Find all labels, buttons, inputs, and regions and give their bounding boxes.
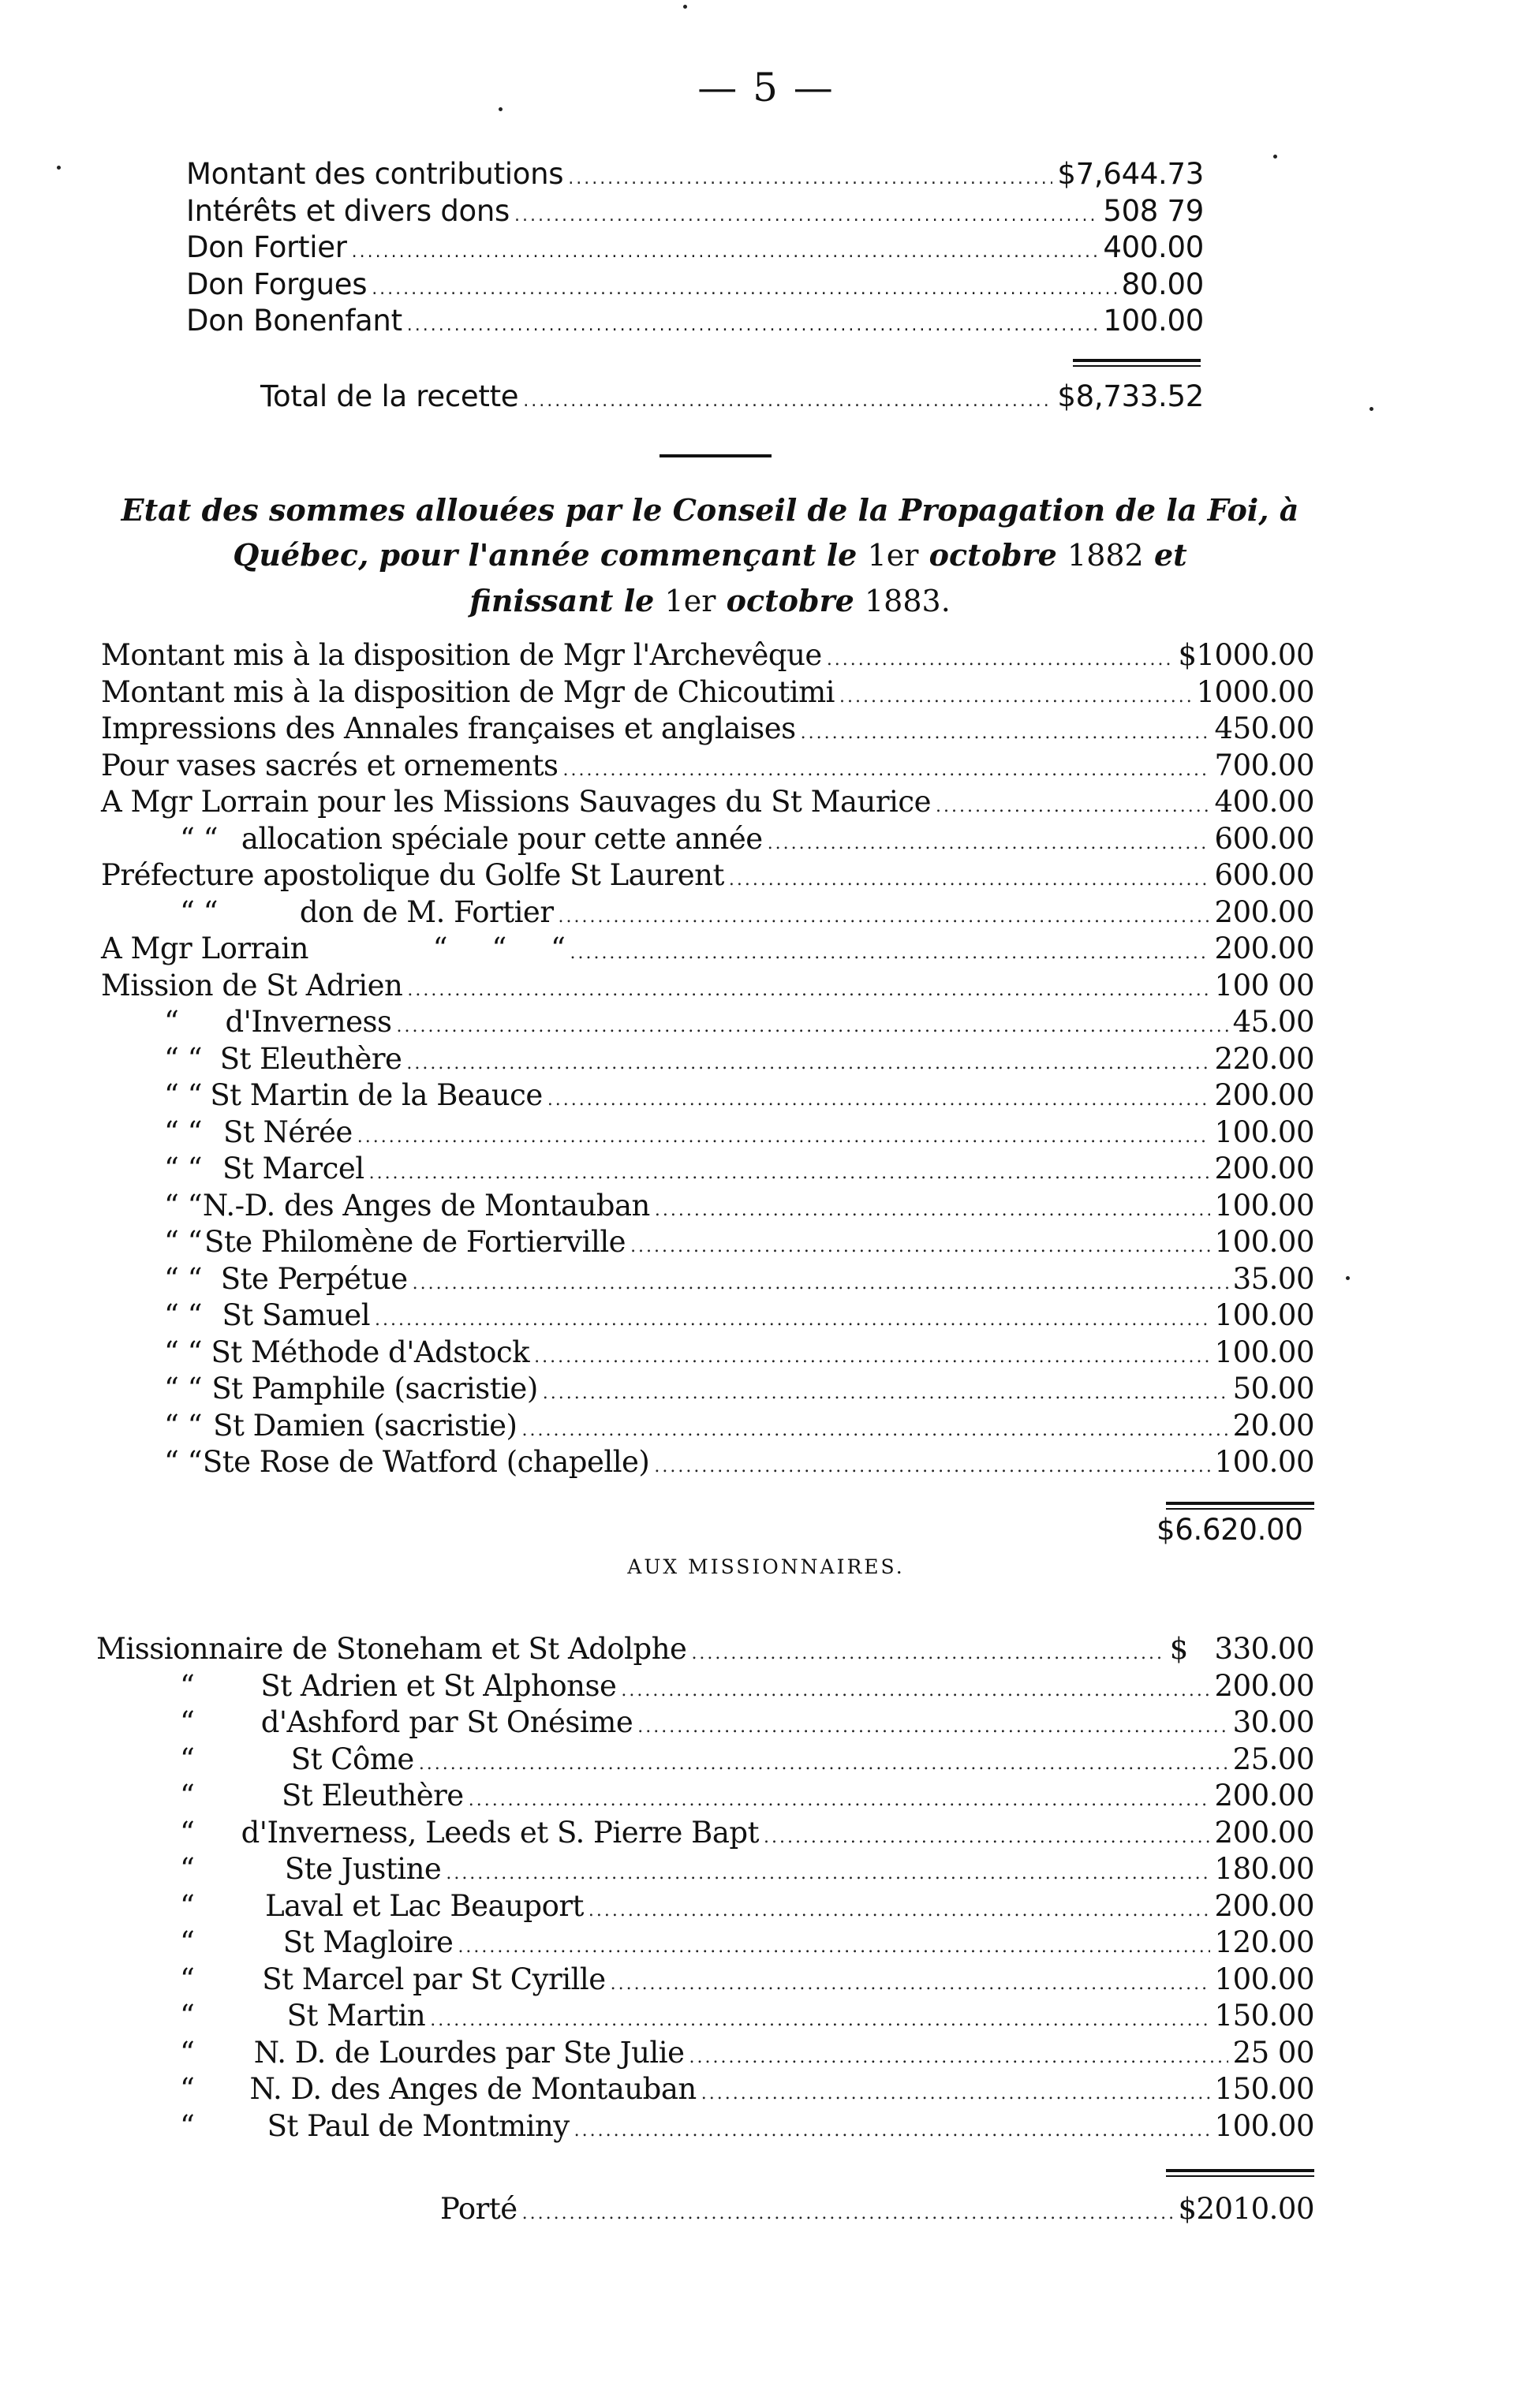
entry-amount: 1000.00 [1196,674,1314,709]
leader-dots [413,1266,1228,1303]
leader-dots [589,1893,1210,1930]
leader-dots [397,1009,1228,1046]
leader-dots [827,642,1174,679]
entry-amount: 200.00 [1214,1779,1314,1813]
entry-amount: 200.00 [1214,1668,1314,1703]
leader-dots [534,1339,1209,1376]
receipt-amount: 400.00 [1103,230,1204,264]
heading-fragment: Québec, pour l'année commençant le [233,537,868,573]
missionary-row [96,1631,1314,1668]
entry-label: Ste Justine [284,1852,442,1886]
entry-label: Préfecture apostolique du Golfe St Laurent [101,858,724,892]
entry-amount: 100.00 [1214,1962,1314,1996]
heading-fragment: 1er [867,538,919,573]
leader-dots [514,198,1098,235]
ditto-mark: “ [180,1852,195,1886]
ditto-mark: “ “ [164,1152,203,1185]
entry-label: St Magloire [282,1925,454,1959]
heading-line-2 [95,532,1325,578]
leader-dots [637,1709,1227,1746]
ditto-mark: “ [180,2108,195,2143]
entry-amount: 220.00 [1214,1041,1314,1076]
allocations-subtotal: $6.620.00 [1156,1513,1303,1547]
carried-row [440,2191,1314,2228]
entry-label: St Marcel [222,1152,364,1185]
entry-amount: 100.00 [1214,1225,1314,1259]
entry-amount: 200.00 [1214,931,1314,965]
sum-rule [1166,2175,1314,2177]
entry-label: Laval et Lac Beauport [265,1888,584,1923]
entry-label: St Méthode d'Adstock [211,1335,530,1369]
entry-amount: 200.00 [1214,1815,1314,1850]
allocation-row [101,637,1314,674]
entry-amount: 100.00 [1214,1298,1314,1332]
missionaries-heading: AUX MISSIONNAIRES. [627,1555,905,1578]
entry-amount: 200.00 [1214,894,1314,929]
entry-label: Montant mis à la disposition de Mgr l'Archevêque [101,638,822,672]
missionary-row [96,1815,1314,1852]
entry-amount: 20.00 [1232,1408,1314,1443]
entry-label: N. D. des Anges de Montauban [249,2072,697,2106]
entry-label: d'Inverness [225,1005,392,1039]
ditto-mark: “ “ [164,1408,203,1443]
entry-amount: 120.00 [1214,1925,1314,1959]
missionary-row [96,1888,1314,1925]
heading-fragment: octobre [918,537,1068,573]
receipt-row [186,156,1204,193]
allocation-row [101,1004,1314,1041]
ditto-mark: “ [180,1962,195,1996]
allocation-row [101,931,1314,968]
leader-dots [543,1376,1228,1413]
ditto-mark: “ [164,1005,179,1039]
leader-dots [523,383,1052,420]
receipt-label: Don Fortier [186,230,347,264]
ditto-mark: “ [180,1668,195,1703]
entry-label: St Pamphile (sacristie) [211,1372,538,1406]
entry-label: don de M. Fortier [299,894,554,929]
ditto-mark: “ [180,2072,195,2106]
receipt-row [186,267,1204,304]
ditto-mark: “ “ [164,1114,203,1149]
entry-amount: 200.00 [1214,1152,1314,1185]
entry-label: allocation spéciale pour cette année [241,821,763,856]
entry-amount: 25.00 [1232,1742,1314,1776]
allocation-row [101,821,1314,858]
allocation-row [101,1041,1314,1078]
entry-label: St Damien (sacristie) [213,1408,518,1443]
ditto-mark: “ [180,1925,195,1959]
ditto-mark: “ [180,1742,195,1776]
leader-dots [407,973,1209,1010]
entry-amount: 150.00 [1214,1999,1314,2033]
entry-label: St Eleuthère [219,1041,402,1076]
entry-amount: 50.00 [1232,1372,1314,1406]
entry-label: Missionnaire de Stoneham et St Adolphe [96,1632,687,1666]
allocations-list [101,637,1314,1481]
total-label: Total de la recette [260,379,519,413]
ditto-mark: “ “ [164,1041,203,1076]
sum-rule [1166,1502,1314,1505]
entry-amount: 25 00 [1232,2035,1314,2070]
leader-dots [801,715,1210,752]
sum-rule [1073,365,1201,367]
ditto-mark: “ “ [164,1078,203,1112]
allocation-row [101,1151,1314,1188]
allocation-row [101,1335,1314,1372]
print-speck [499,107,503,111]
entry-label: N. D. de Lourdes par Ste Julie [253,2035,685,2070]
receipts-total [260,379,1204,416]
leader-dots [372,271,1116,308]
entry-amount: 30.00 [1232,1705,1314,1739]
carried-label: Porté [440,2192,518,2226]
receipt-label: Don Forgues [186,267,368,301]
leader-dots [839,679,1191,716]
leader-dots [574,2113,1210,2150]
leader-dots [559,899,1210,936]
entry-label: St Paul de Montminy [267,2108,570,2143]
allocation-heading [95,487,1325,624]
entry-label: Ste Perpétue [220,1261,408,1296]
heading-line-1: Etat des sommes allouées par le Conseil de la Propagation de la Foi, à [121,492,1299,528]
entry-label: St Samuel [222,1298,371,1332]
leader-dots [570,935,1209,973]
leader-dots [768,826,1210,863]
missionary-row [96,1742,1314,1779]
heading-fragment: finissant le [469,583,665,618]
missionary-row [96,1962,1314,1999]
entry-amount: 35.00 [1232,1261,1314,1296]
missionary-row [96,1851,1314,1888]
ditto-mark: “ “ [164,1372,203,1406]
leader-dots [936,789,1210,826]
leader-dots [407,308,1099,345]
entry-label: d'Inverness, Leeds et S. Pierre Bapt [241,1815,759,1850]
entry-amount: 100.00 [1214,1188,1314,1223]
leader-dots [419,1746,1228,1783]
entry-label: St Marcel par St Cyrille [262,1962,606,1996]
entry-label: St Adrien et St Alphonse [260,1668,617,1703]
entry-amount: $1000.00 [1178,638,1314,672]
entry-amount: 400.00 [1214,785,1314,819]
entry-amount: 100.00 [1214,1114,1314,1149]
page-number: — 5 — [697,65,835,110]
allocation-row [101,1371,1314,1408]
leader-dots [352,234,1099,271]
receipt-label: Intérêts et divers dons [186,193,510,228]
allocation-row [101,1224,1314,1261]
leader-dots [701,2076,1210,2113]
ditto-mark: “ “ [180,894,219,929]
print-speck [1369,407,1373,411]
entry-amount: 180.00 [1214,1852,1314,1886]
allocation-row [101,1408,1314,1445]
entry-label: N.-D. des Anges de Montauban [202,1188,650,1223]
receipt-amount: 80.00 [1121,267,1204,301]
allocation-row [101,674,1314,711]
ditto-mark: “ [180,1779,195,1813]
entry-label: St Eleuthère [281,1779,464,1813]
allocation-row [101,784,1314,821]
heading-fragment: 1er [664,584,716,618]
entry-amount: 150.00 [1214,2072,1314,2106]
entry-label: Mission de St Adrien [101,968,403,1002]
entry-amount: 600.00 [1214,858,1314,892]
entry-amount: 45.00 [1232,1005,1314,1039]
receipt-row [186,193,1204,230]
entry-amount: 100.00 [1214,2108,1314,2143]
entry-amount: 700.00 [1214,748,1314,782]
receipt-label: Don Bonenfant [186,304,402,338]
missionary-row [96,2035,1314,2072]
entry-amount: 100.00 [1214,1445,1314,1479]
missionary-row [96,1925,1314,1962]
leader-dots [522,2196,1174,2233]
entry-label: St Nérée [223,1114,353,1149]
leader-dots [547,1082,1210,1119]
entry-label: Ste Philomène de Fortierville [204,1225,626,1259]
leader-dots [621,1673,1209,1710]
entry-amount: $ 330.00 [1169,1632,1314,1666]
print-speck [683,5,687,9]
ditto-mark: “ “ [164,1445,203,1479]
missionary-row [96,2071,1314,2108]
heading-fragment: et [1143,537,1187,573]
entry-label: St Martin de la Beauce [210,1078,543,1112]
carried-amount: $2010.00 [1178,2192,1314,2226]
leader-dots [729,862,1210,899]
entry-label: Ste Rose de Watford (chapelle) [202,1445,650,1479]
ditto-mark: “ [180,1999,195,2033]
ditto-mark: “ “ [164,1225,203,1259]
ditto-mark: “ “ [164,1298,203,1332]
receipt-amount: $7,644.73 [1057,157,1204,191]
section-divider [660,454,772,457]
total-amount: $8,733.52 [1057,379,1204,413]
ditto-mark: “ “ [164,1261,203,1296]
allocation-row [101,1297,1314,1335]
allocation-row [101,857,1314,894]
print-speck [57,166,61,170]
print-speck [1346,1276,1350,1280]
ditto-mark: “ [180,1888,195,1923]
allocation-row [101,711,1314,748]
missionary-row [96,1704,1314,1742]
total-row [260,379,1204,416]
missionary-row [96,1778,1314,1815]
leader-dots [691,1636,1164,1673]
ditto-mark: “ [180,2035,195,2070]
missionary-row [96,1668,1314,1705]
entry-amount: 450.00 [1214,711,1314,745]
allocation-row [101,894,1314,931]
entry-label: Impressions des Annales françaises et anglaises [101,711,796,745]
receipt-label: Montant des contributions [186,157,564,191]
entry-label: St Côme [290,1742,414,1776]
entry-label: A Mgr Lorrain “ “ “ [101,931,566,965]
leader-dots [764,1820,1210,1857]
leader-dots [357,1119,1210,1156]
missionaries-list [96,1631,1314,2145]
ditto-mark: “ “ [164,1335,203,1369]
entry-amount: 100.00 [1214,1335,1314,1369]
allocation-row [101,1261,1314,1298]
sum-rule [1073,359,1201,362]
receipt-amount: 100.00 [1103,304,1204,338]
ditto-mark: “ “ [180,821,219,856]
allocation-row [101,968,1314,1005]
ditto-mark: “ [180,1705,195,1739]
entry-amount: 200.00 [1214,1078,1314,1112]
entry-amount: 100 00 [1214,968,1314,1002]
allocation-row [101,748,1314,785]
leader-dots [568,161,1052,198]
ditto-mark: “ “ [164,1188,203,1223]
ditto-mark: “ [180,1815,195,1850]
heading-fragment: 1883. [865,584,951,618]
allocation-row [101,1114,1314,1152]
receipts-list [186,156,1204,340]
leader-dots [655,1193,1210,1230]
entry-label: d'Ashford par St Onésime [260,1705,633,1739]
sum-rule [1166,1508,1314,1510]
missionary-row [96,1998,1314,2035]
allocation-row [101,1077,1314,1114]
heading-fragment: octobre [716,583,865,618]
entry-label: Montant mis à la disposition de Mgr de Chicoutimi [101,674,835,709]
leader-dots [611,1966,1210,2003]
allocation-row [101,1188,1314,1225]
carried-forward [440,2191,1314,2228]
entry-amount: 600.00 [1214,821,1314,856]
receipt-amount: 508 79 [1103,193,1204,228]
sum-rule [1166,2169,1314,2172]
entry-label: Pour vases sacrés et ornements [101,748,559,782]
entry-label: A Mgr Lorrain pour les Missions Sauvages du St Maurice [101,785,931,819]
entry-label: St Martin [286,1999,426,2033]
leader-dots [689,2040,1227,2077]
allocation-row [101,1444,1314,1481]
leader-dots [654,1449,1209,1486]
receipt-row [186,230,1204,267]
entry-amount: 200.00 [1214,1888,1314,1923]
receipt-row [186,303,1204,340]
heading-fragment: 1882 [1067,538,1144,573]
missionary-row [96,2108,1314,2145]
heading-line-3 [95,578,1325,624]
leader-dots [630,1229,1209,1266]
print-speck [1273,155,1277,159]
